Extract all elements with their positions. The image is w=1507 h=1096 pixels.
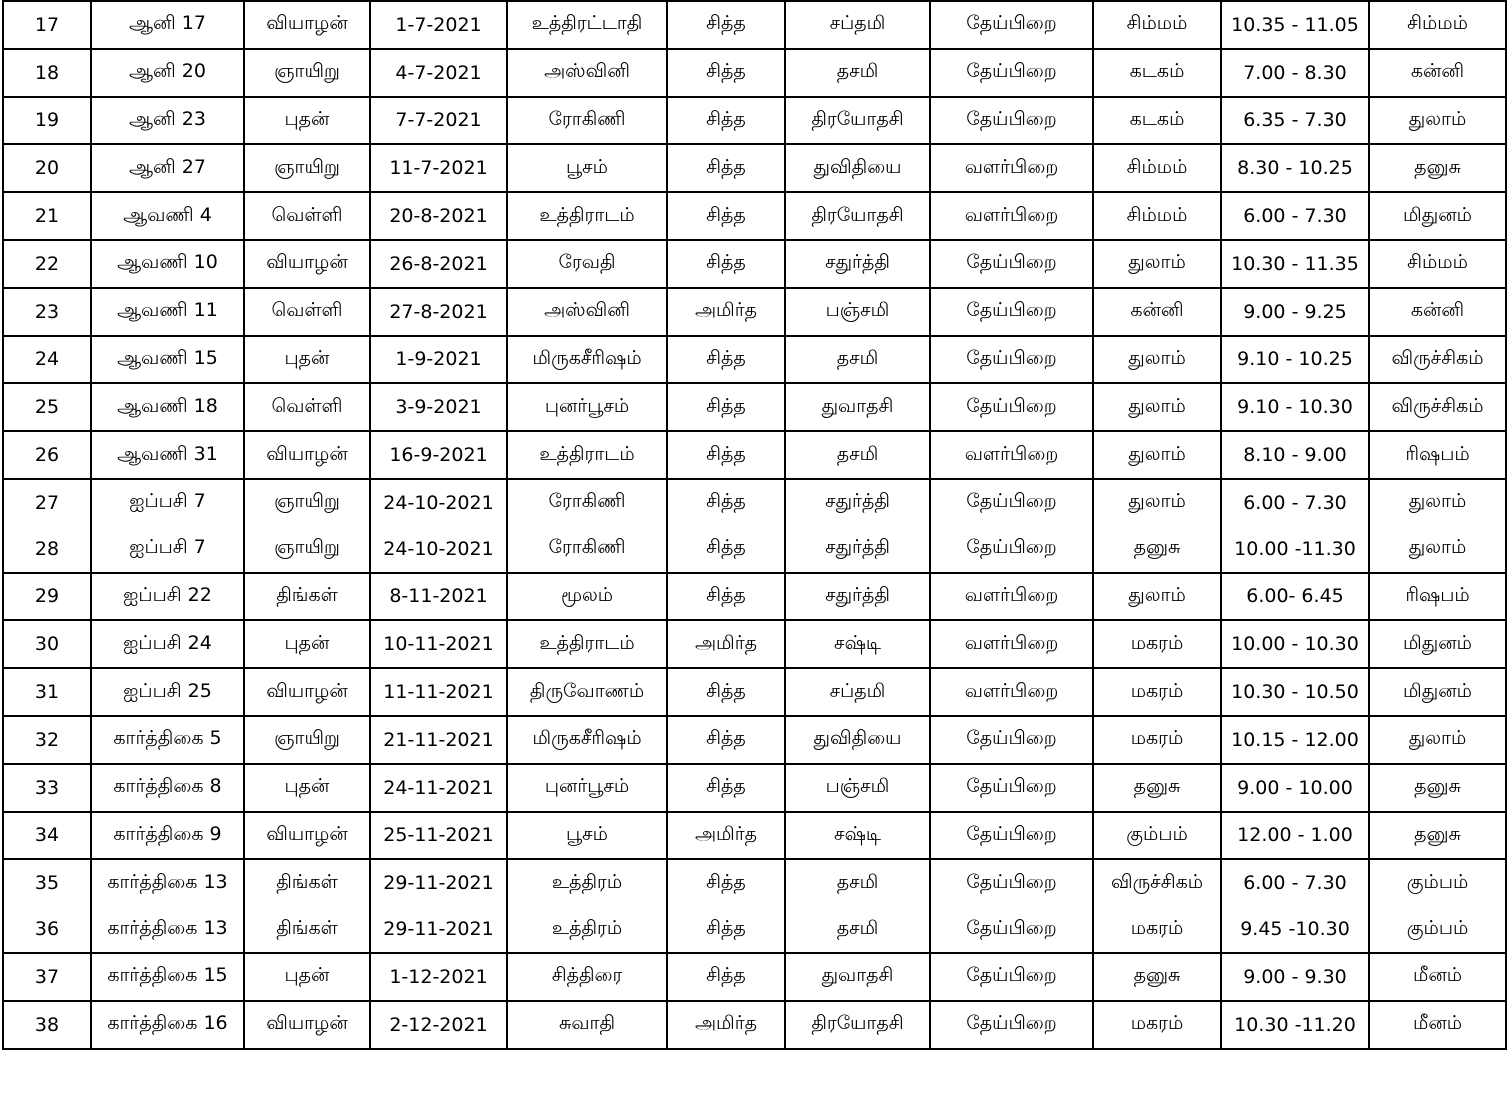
time-cell: 6.00 - 7.30	[1221, 479, 1369, 526]
tamil-date-cell: ஆவணி 15	[91, 336, 244, 384]
paksha-cell: தேய்பிறை	[930, 1, 1093, 49]
lagnam-cell: கடகம்	[1093, 97, 1221, 145]
paksha-cell: தேய்பிறை	[930, 240, 1093, 288]
yoga-cell: சித்த	[667, 526, 785, 573]
tamil-date-cell: கார்த்திகை 13	[91, 906, 244, 953]
nakshatra-cell: உத்திரம்	[507, 906, 667, 953]
row-number: 28	[3, 526, 91, 573]
tithi-cell: தசமி	[785, 49, 930, 97]
tamil-date-cell: ஐப்பசி 7	[91, 526, 244, 573]
yoga-cell: சித்த	[667, 336, 785, 384]
time-cell: 9.00 - 9.25	[1221, 288, 1369, 336]
yoga-cell: சித்த	[667, 906, 785, 953]
weekday-cell: வியாழன்	[244, 1001, 370, 1049]
rasi-cell: விருச்சிகம்	[1369, 336, 1506, 384]
paksha-cell: வளர்பிறை	[930, 144, 1093, 192]
rasi-cell: மிதுனம்	[1369, 192, 1506, 240]
paksha-cell: தேய்பிறை	[930, 97, 1093, 145]
weekday-cell: வெள்ளி	[244, 288, 370, 336]
date-cell: 27-8-2021	[370, 288, 507, 336]
row-number: 32	[3, 716, 91, 764]
table-row	[3, 668, 1506, 716]
weekday-cell: புதன்	[244, 953, 370, 1001]
nakshatra-cell: ரோகிணி	[507, 526, 667, 573]
paksha-cell: வளர்பிறை	[930, 192, 1093, 240]
weekday-cell: புதன்	[244, 336, 370, 384]
lagnam-cell: துலாம்	[1093, 240, 1221, 288]
time-cell: 10.35 - 11.05	[1221, 1, 1369, 49]
time-cell: 10.15 - 12.00	[1221, 716, 1369, 764]
row-number: 31	[3, 668, 91, 716]
lagnam-cell: மகரம்	[1093, 620, 1221, 668]
time-cell: 9.10 - 10.30	[1221, 383, 1369, 431]
lagnam-cell: துலாம்	[1093, 336, 1221, 384]
tamil-date-cell: ஆவணி 11	[91, 288, 244, 336]
yoga-cell: அமிர்த	[667, 288, 785, 336]
tamil-date-cell: கார்த்திகை 5	[91, 716, 244, 764]
yoga-cell: சித்த	[667, 764, 785, 812]
date-cell: 7-7-2021	[370, 97, 507, 145]
lagnam-cell: மகரம்	[1093, 1001, 1221, 1049]
weekday-cell: வியாழன்	[244, 812, 370, 860]
date-cell: 29-11-2021	[370, 859, 507, 906]
rasi-cell: ரிஷபம்	[1369, 431, 1506, 479]
yoga-cell: சித்த	[667, 383, 785, 431]
nakshatra-cell: மிருகசீரிஷம்	[507, 716, 667, 764]
tamil-date-cell: கார்த்திகை 8	[91, 764, 244, 812]
tithi-cell: திரயோதசி	[785, 1001, 930, 1049]
tithi-cell: துவாதசி	[785, 953, 930, 1001]
table-row	[3, 906, 1506, 953]
lagnam-cell: கும்பம்	[1093, 812, 1221, 860]
rasi-cell: துலாம்	[1369, 716, 1506, 764]
yoga-cell: சித்த	[667, 716, 785, 764]
time-cell: 6.00 - 7.30	[1221, 859, 1369, 906]
tamil-date-cell: ஆனி 20	[91, 49, 244, 97]
nakshatra-cell: மிருகசீரிஷம்	[507, 336, 667, 384]
date-cell: 3-9-2021	[370, 383, 507, 431]
paksha-cell: வளர்பிறை	[930, 668, 1093, 716]
nakshatra-cell: ரேவதி	[507, 240, 667, 288]
time-cell: 8.10 - 9.00	[1221, 431, 1369, 479]
rasi-cell: கன்னி	[1369, 288, 1506, 336]
tamil-date-cell: ஆவணி 4	[91, 192, 244, 240]
nakshatra-cell: அஸ்வினி	[507, 288, 667, 336]
tithi-cell: சப்தமி	[785, 1, 930, 49]
table-row	[3, 620, 1506, 668]
nakshatra-cell: புனர்பூசம்	[507, 383, 667, 431]
paksha-cell: வளர்பிறை	[930, 431, 1093, 479]
yoga-cell: சித்த	[667, 479, 785, 526]
weekday-cell: வெள்ளி	[244, 192, 370, 240]
row-number: 22	[3, 240, 91, 288]
weekday-cell: புதன்	[244, 97, 370, 145]
time-cell: 7.00 - 8.30	[1221, 49, 1369, 97]
paksha-cell: தேய்பிறை	[930, 906, 1093, 953]
tamil-date-cell: ஐப்பசி 22	[91, 573, 244, 621]
nakshatra-cell: உத்திராடம்	[507, 192, 667, 240]
lagnam-cell: கன்னி	[1093, 288, 1221, 336]
yoga-cell: சித்த	[667, 1, 785, 49]
tithi-cell: சதுர்த்தி	[785, 240, 930, 288]
row-number: 35	[3, 859, 91, 906]
time-cell: 10.30 -11.20	[1221, 1001, 1369, 1049]
yoga-cell: சித்த	[667, 49, 785, 97]
table-row	[3, 716, 1506, 764]
rasi-cell: ரிஷபம்	[1369, 573, 1506, 621]
rasi-cell: கும்பம்	[1369, 859, 1506, 906]
time-cell: 10.00 -11.30	[1221, 526, 1369, 573]
tithi-cell: துவாதசி	[785, 383, 930, 431]
nakshatra-cell: ரோகிணி	[507, 97, 667, 145]
date-cell: 11-7-2021	[370, 144, 507, 192]
table-row	[3, 144, 1506, 192]
date-cell: 16-9-2021	[370, 431, 507, 479]
tithi-cell: சஷ்டி	[785, 812, 930, 860]
yoga-cell: சித்த	[667, 431, 785, 479]
tithi-cell: திரயோதசி	[785, 192, 930, 240]
table-row	[3, 383, 1506, 431]
tithi-cell: சதுர்த்தி	[785, 526, 930, 573]
weekday-cell: ஞாயிறு	[244, 716, 370, 764]
tamil-date-cell: ஆவணி 10	[91, 240, 244, 288]
tithi-cell: தசமி	[785, 336, 930, 384]
lagnam-cell: துலாம்	[1093, 479, 1221, 526]
nakshatra-cell: உத்திராடம்	[507, 431, 667, 479]
nakshatra-cell: சுவாதி	[507, 1001, 667, 1049]
row-number: 30	[3, 620, 91, 668]
lagnam-cell: மகரம்	[1093, 906, 1221, 953]
lagnam-cell: சிம்மம்	[1093, 144, 1221, 192]
row-number: 33	[3, 764, 91, 812]
yoga-cell: சித்த	[667, 953, 785, 1001]
tithi-cell: சதுர்த்தி	[785, 573, 930, 621]
date-cell: 2-12-2021	[370, 1001, 507, 1049]
time-cell: 6.00- 6.45	[1221, 573, 1369, 621]
date-cell: 25-11-2021	[370, 812, 507, 860]
row-number: 36	[3, 906, 91, 953]
paksha-cell: வளர்பிறை	[930, 620, 1093, 668]
rasi-cell: கன்னி	[1369, 49, 1506, 97]
paksha-cell: தேய்பிறை	[930, 764, 1093, 812]
muhurtham-table	[2, 0, 1507, 1050]
tamil-date-cell: ஐப்பசி 25	[91, 668, 244, 716]
row-number: 26	[3, 431, 91, 479]
table-row	[3, 49, 1506, 97]
date-cell: 1-7-2021	[370, 1, 507, 49]
rasi-cell: தனுசு	[1369, 812, 1506, 860]
row-number: 21	[3, 192, 91, 240]
yoga-cell: அமிர்த	[667, 1001, 785, 1049]
paksha-cell: தேய்பிறை	[930, 49, 1093, 97]
paksha-cell: தேய்பிறை	[930, 336, 1093, 384]
rasi-cell: தனுசு	[1369, 144, 1506, 192]
date-cell: 1-9-2021	[370, 336, 507, 384]
row-number: 34	[3, 812, 91, 860]
date-cell: 10-11-2021	[370, 620, 507, 668]
tithi-cell: பஞ்சமி	[785, 764, 930, 812]
nakshatra-cell: திருவோணம்	[507, 668, 667, 716]
weekday-cell: வியாழன்	[244, 1, 370, 49]
weekday-cell: வியாழன்	[244, 668, 370, 716]
nakshatra-cell: உத்திரட்டாதி	[507, 1, 667, 49]
weekday-cell: ஞாயிறு	[244, 144, 370, 192]
rasi-cell: மிதுனம்	[1369, 620, 1506, 668]
table-row	[3, 812, 1506, 860]
date-cell: 29-11-2021	[370, 906, 507, 953]
nakshatra-cell: உத்திராடம்	[507, 620, 667, 668]
paksha-cell: தேய்பிறை	[930, 288, 1093, 336]
tamil-date-cell: ஐப்பசி 7	[91, 479, 244, 526]
rasi-cell: விருச்சிகம்	[1369, 383, 1506, 431]
yoga-cell: சித்த	[667, 192, 785, 240]
row-number: 20	[3, 144, 91, 192]
paksha-cell: தேய்பிறை	[930, 1001, 1093, 1049]
tamil-date-cell: கார்த்திகை 13	[91, 859, 244, 906]
weekday-cell: திங்கள்	[244, 906, 370, 953]
lagnam-cell: சிம்மம்	[1093, 192, 1221, 240]
rasi-cell: சிம்மம்	[1369, 1, 1506, 49]
time-cell: 10.00 - 10.30	[1221, 620, 1369, 668]
time-cell: 9.00 - 9.30	[1221, 953, 1369, 1001]
yoga-cell: அமிர்த	[667, 620, 785, 668]
time-cell: 8.30 - 10.25	[1221, 144, 1369, 192]
nakshatra-cell: அஸ்வினி	[507, 49, 667, 97]
table-row	[3, 764, 1506, 812]
date-cell: 4-7-2021	[370, 49, 507, 97]
time-cell: 10.30 - 11.35	[1221, 240, 1369, 288]
table-row	[3, 526, 1506, 573]
paksha-cell: தேய்பிறை	[930, 859, 1093, 906]
row-number: 29	[3, 573, 91, 621]
rasi-cell: மிதுனம்	[1369, 668, 1506, 716]
lagnam-cell: துலாம்	[1093, 383, 1221, 431]
paksha-cell: தேய்பிறை	[930, 526, 1093, 573]
table-row	[3, 192, 1506, 240]
nakshatra-cell: புனர்பூசம்	[507, 764, 667, 812]
date-cell: 26-8-2021	[370, 240, 507, 288]
tamil-date-cell: கார்த்திகை 16	[91, 1001, 244, 1049]
date-cell: 8-11-2021	[370, 573, 507, 621]
tithi-cell: தசமி	[785, 906, 930, 953]
row-number: 18	[3, 49, 91, 97]
table-row	[3, 240, 1506, 288]
tamil-date-cell: ஆவணி 18	[91, 383, 244, 431]
table-row	[3, 1001, 1506, 1049]
paksha-cell: தேய்பிறை	[930, 716, 1093, 764]
weekday-cell: வியாழன்	[244, 431, 370, 479]
time-cell: 6.00 - 7.30	[1221, 192, 1369, 240]
lagnam-cell: தனுசு	[1093, 953, 1221, 1001]
lagnam-cell: தனுசு	[1093, 526, 1221, 573]
nakshatra-cell: பூசம்	[507, 812, 667, 860]
weekday-cell: திங்கள்	[244, 573, 370, 621]
tamil-date-cell: ஆனி 27	[91, 144, 244, 192]
nakshatra-cell: ரோகிணி	[507, 479, 667, 526]
tithi-cell: சப்தமி	[785, 668, 930, 716]
paksha-cell: தேய்பிறை	[930, 383, 1093, 431]
date-cell: 11-11-2021	[370, 668, 507, 716]
rasi-cell: துலாம்	[1369, 479, 1506, 526]
row-number: 23	[3, 288, 91, 336]
weekday-cell: வெள்ளி	[244, 383, 370, 431]
tamil-date-cell: கார்த்திகை 15	[91, 953, 244, 1001]
paksha-cell: வளர்பிறை	[930, 573, 1093, 621]
table-row	[3, 1, 1506, 49]
rasi-cell: துலாம்	[1369, 526, 1506, 573]
weekday-cell: வியாழன்	[244, 240, 370, 288]
tithi-cell: தசமி	[785, 431, 930, 479]
lagnam-cell: கடகம்	[1093, 49, 1221, 97]
weekday-cell: ஞாயிறு	[244, 526, 370, 573]
weekday-cell: ஞாயிறு	[244, 479, 370, 526]
yoga-cell: சித்த	[667, 573, 785, 621]
row-number: 24	[3, 336, 91, 384]
tamil-date-cell: கார்த்திகை 9	[91, 812, 244, 860]
lagnam-cell: மகரம்	[1093, 668, 1221, 716]
weekday-cell: புதன்	[244, 764, 370, 812]
rasi-cell: மீனம்	[1369, 1001, 1506, 1049]
tamil-date-cell: ஐப்பசி 24	[91, 620, 244, 668]
time-cell: 9.45 -10.30	[1221, 906, 1369, 953]
nakshatra-cell: பூசம்	[507, 144, 667, 192]
paksha-cell: தேய்பிறை	[930, 479, 1093, 526]
date-cell: 24-10-2021	[370, 479, 507, 526]
yoga-cell: சித்த	[667, 240, 785, 288]
tithi-cell: துவிதியை	[785, 144, 930, 192]
row-number: 17	[3, 1, 91, 49]
lagnam-cell: மகரம்	[1093, 716, 1221, 764]
table-row	[3, 573, 1506, 621]
date-cell: 20-8-2021	[370, 192, 507, 240]
lagnam-cell: விருச்சிகம்	[1093, 859, 1221, 906]
row-number: 37	[3, 953, 91, 1001]
yoga-cell: சித்த	[667, 97, 785, 145]
rasi-cell: துலாம்	[1369, 97, 1506, 145]
row-number: 25	[3, 383, 91, 431]
rasi-cell: கும்பம்	[1369, 906, 1506, 953]
tamil-date-cell: ஆனி 17	[91, 1, 244, 49]
tamil-date-cell: ஆனி 23	[91, 97, 244, 145]
date-cell: 1-12-2021	[370, 953, 507, 1001]
date-cell: 24-11-2021	[370, 764, 507, 812]
time-cell: 9.00 - 10.00	[1221, 764, 1369, 812]
table-row	[3, 97, 1506, 145]
date-cell: 21-11-2021	[370, 716, 507, 764]
tithi-cell: சதுர்த்தி	[785, 479, 930, 526]
tithi-cell: தசமி	[785, 859, 930, 906]
rasi-cell: தனுசு	[1369, 764, 1506, 812]
table-row	[3, 336, 1506, 384]
nakshatra-cell: மூலம்	[507, 573, 667, 621]
lagnam-cell: தனுசு	[1093, 764, 1221, 812]
date-cell: 24-10-2021	[370, 526, 507, 573]
row-number: 38	[3, 1001, 91, 1049]
tithi-cell: பஞ்சமி	[785, 288, 930, 336]
rasi-cell: சிம்மம்	[1369, 240, 1506, 288]
paksha-cell: தேய்பிறை	[930, 812, 1093, 860]
tithi-cell: சஷ்டி	[785, 620, 930, 668]
row-number: 27	[3, 479, 91, 526]
yoga-cell: அமிர்த	[667, 812, 785, 860]
time-cell: 6.35 - 7.30	[1221, 97, 1369, 145]
nakshatra-cell: உத்திரம்	[507, 859, 667, 906]
tithi-cell: திரயோதசி	[785, 97, 930, 145]
table-row	[3, 953, 1506, 1001]
lagnam-cell: சிம்மம்	[1093, 1, 1221, 49]
weekday-cell: புதன்	[244, 620, 370, 668]
weekday-cell: திங்கள்	[244, 859, 370, 906]
table-row	[3, 479, 1506, 526]
table-row	[3, 859, 1506, 906]
yoga-cell: சித்த	[667, 144, 785, 192]
table-row	[3, 288, 1506, 336]
yoga-cell: சித்த	[667, 668, 785, 716]
tithi-cell: துவிதியை	[785, 716, 930, 764]
yoga-cell: சித்த	[667, 859, 785, 906]
time-cell: 12.00 - 1.00	[1221, 812, 1369, 860]
nakshatra-cell: சித்திரை	[507, 953, 667, 1001]
lagnam-cell: துலாம்	[1093, 431, 1221, 479]
paksha-cell: தேய்பிறை	[930, 953, 1093, 1001]
weekday-cell: ஞாயிறு	[244, 49, 370, 97]
time-cell: 10.30 - 10.50	[1221, 668, 1369, 716]
tamil-date-cell: ஆவணி 31	[91, 431, 244, 479]
time-cell: 9.10 - 10.25	[1221, 336, 1369, 384]
table-row	[3, 431, 1506, 479]
lagnam-cell: துலாம்	[1093, 573, 1221, 621]
rasi-cell: மீனம்	[1369, 953, 1506, 1001]
row-number: 19	[3, 97, 91, 145]
